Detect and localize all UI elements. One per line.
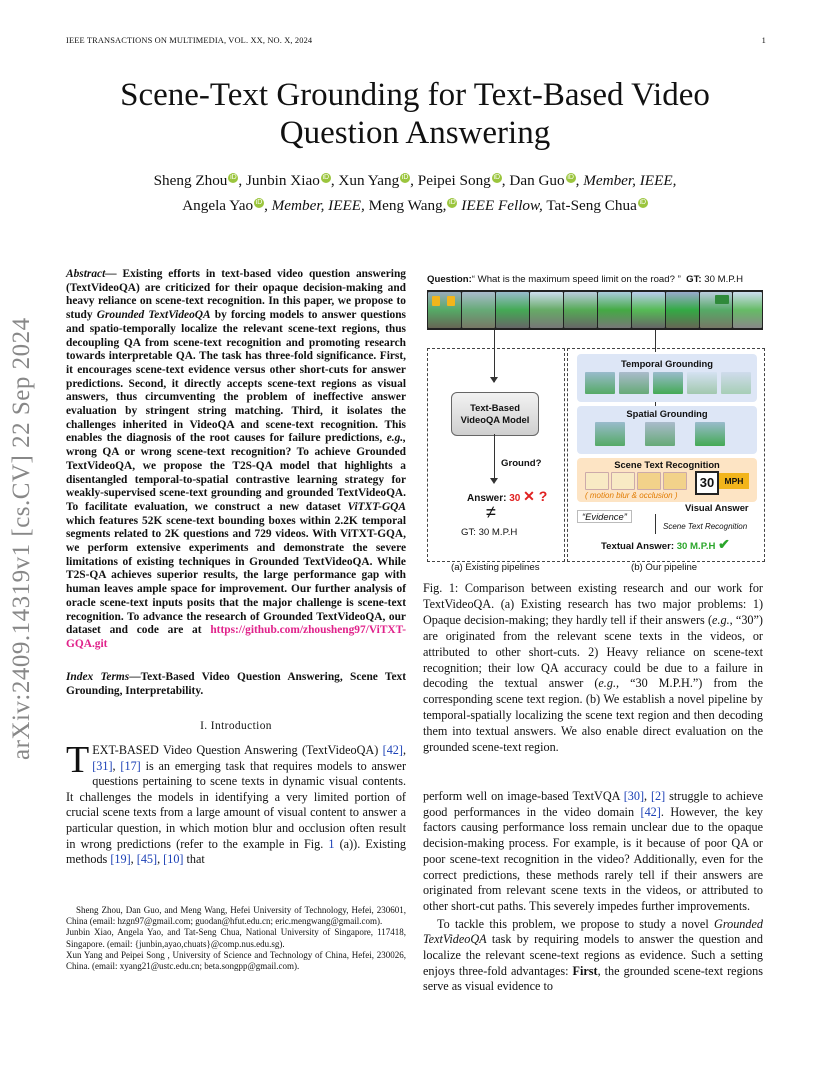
intro-text: (a)). Existing methods (66, 836, 406, 867)
citation-link[interactable]: [19] (110, 852, 131, 867)
str-small-label: Scene Text Recognition (663, 522, 748, 531)
citation-link[interactable]: [42] (382, 743, 403, 757)
author-role: IEEE Fellow, (461, 197, 543, 214)
video-frame (564, 292, 597, 328)
spatial-grounding-label: Spatial Grounding (626, 408, 708, 419)
road-sign-icon (715, 295, 729, 304)
figure-link[interactable]: 1 (328, 836, 335, 851)
video-frame (653, 372, 683, 394)
intro-text: , (402, 743, 406, 757)
caption-emphasis: e.g., (598, 676, 620, 691)
answer-label: Answer: (467, 493, 507, 504)
author-role: Member, IEEE, (583, 172, 677, 189)
figure-question (427, 274, 743, 285)
abstract (66, 268, 406, 652)
index-terms-label: Index Terms (66, 671, 130, 683)
footnote: Junbin Xiao, Angela Yao, and Tat-Seng Chua, National University of Singapore, 117418, Singapore. (email: {junbin,ayao,chuats}@comp.nus.edu.sg). (66, 927, 406, 949)
paragraph (423, 917, 763, 996)
textual-answer-value: 30 M.P.H (676, 541, 716, 552)
visual-answer-label: Visual Answer (685, 502, 749, 513)
citation-link[interactable]: [10] (163, 852, 184, 867)
author-name: Peipei Song (417, 172, 491, 189)
videoqa-model-box: Text-Based VideoQA Model (451, 392, 539, 436)
index-terms-text: —Text-Based Video Question Answering, Scene Text Grounding, Interpretability. (66, 671, 407, 697)
footnotes (66, 905, 406, 972)
speed-sign-30: 30 (695, 471, 719, 495)
abstract-text: which features 52K scene-text bounding boxes within 2.2K temporal segments related to 2K questions and 729 videos. With ViTXT-GQA, we perform extensive experiments and demonstrate the severe limitations of existing techniques in Grounded TextVideoQA. While T2S-QA achieves superior results, the large performance gap with human leaves ample space for improvement. Our further analysis of oracle scene-text inputs posits that the major challenge is scene-text recognition. To advance the research of Grounded TextVideoQA, our dataset and code are at (66, 514, 406, 637)
figure-caption (423, 581, 763, 756)
abstract-text: wrong QA or wrong scene-text recognition? To achieve Grounded TextVideoQA, we propose the T2S-QA model that highlights a disentangled temporal-to-spatial contrastive learning strategy for weakly-supervised scene-text grounding and grounded TextVideoQA. To facilitate evaluation, we construct a new dataset (66, 446, 406, 513)
evidence-label: “Evidence” (577, 510, 632, 523)
body-text: , (644, 789, 651, 803)
orcid-icon[interactable]: iD (493, 173, 501, 181)
page-number: 1 (761, 36, 766, 45)
section-heading: I. Introduction (200, 720, 272, 732)
textual-answer-row (601, 536, 730, 553)
question-text: “ What is the maximum speed limit on the road? ” (471, 274, 681, 285)
author-name: Dan Guo (509, 172, 565, 189)
answer-value: 30 (509, 493, 521, 504)
orcid-icon[interactable]: iD (567, 173, 574, 181)
caption-text: “30”) are originated from the relevant scene texts in the videos, or attributed to other short-cuts. 2) Heavy reliance on scene-text recognition; their low QA accuracy could be due to a failure in decoding the textual answer ( (423, 612, 763, 691)
blurred-sign-icon (611, 472, 635, 490)
abstract-emphasis: Grounded TextVideoQA (96, 309, 211, 322)
citation-link[interactable]: [42] (640, 804, 661, 819)
arrow-head-icon (490, 377, 498, 383)
arxiv-stamp: arXiv:2409.14319v1 [cs.CV] 22 Sep 2024 (8, 317, 35, 760)
citation-link[interactable]: [30] (623, 789, 645, 803)
not-equal-icon: ≠ (486, 502, 496, 522)
question-label: Question: (427, 274, 472, 285)
body-text: , the grounded scene-text regions serve as visual evidence to (423, 963, 763, 994)
abstract-text: by forcing models to answer questions and spatio-temporally localize the relevant scene-text regions, thus decoupling QA from scene-text recognition and promoting research towards interpretable QA. The task has three-fold significance. First, it encourages scene-text evidence versus other short-cuts for answer predictions. Second, it directly accepts scene-text regions as visual answers, thus circumventing the problem of ineffective answer evaluation by stringent string matching. Third, it isolates the challenges inherited in VideoQA and scene-text recognition. This enables the diagnosis of the root causes for failure predictions, (66, 309, 406, 445)
caption-emphasis: e.g., (712, 612, 733, 627)
check-icon: ✔ (718, 536, 730, 552)
author-name: Angela Yao (182, 197, 254, 214)
answer-row (467, 488, 547, 505)
video-frame (462, 292, 495, 328)
running-header (66, 36, 766, 45)
textual-answer-label: Textual Answer: (601, 541, 675, 552)
paragraph (423, 789, 763, 915)
arrow-line (494, 330, 495, 382)
abstract-emphasis: ViTXT-GQA (347, 500, 406, 513)
blurred-sign-icon (585, 472, 609, 490)
video-frame (666, 292, 699, 328)
speed-sign-icon (447, 296, 455, 306)
abstract-label: Abstract— (66, 268, 117, 280)
arrow-head-icon (490, 478, 498, 484)
intro-text: , (112, 758, 121, 773)
footnote: Sheng Zhou, Dan Guo, and Meng Wang, Hefei University of Technology, Hefei, 230601, China (email: hzgn97@gmail.com; guodan@hfut.edu.cn; eric.mengwang@gmail.com). (66, 905, 406, 927)
video-frame (695, 422, 725, 446)
intro-text: , (157, 852, 164, 867)
drop-cap: T (66, 739, 90, 781)
gt-answer: GT: 30 M.P.H (461, 527, 518, 538)
introduction-text (66, 739, 407, 868)
author-name: Xun Yang (338, 172, 400, 189)
author-name: Sheng Zhou (153, 172, 228, 189)
caption-text: Fig. 1: Comparison between existing research and our work for TextVideoQA. (a) Existing research has two major problems: 1) Opaque decision-making; they hardly tell if their answers ( (423, 581, 763, 627)
github-link[interactable]: https://github.com/zhousheng97/ViTXT-GQA.git (66, 624, 406, 650)
body-emphasis: Grounded TextVideoQA (423, 916, 763, 947)
arrow-line (655, 514, 656, 534)
body-bold: First (572, 963, 598, 978)
gt-label: GT: (686, 274, 702, 285)
orcid-icon[interactable]: iD (255, 198, 263, 206)
intro-text: that (183, 852, 205, 867)
footnote: Xun Yang and Peipei Song , University of Science and Technology of China, Hefei, 230026, China. (email: xyang21@ustc.edu.cn; beta.songpp@gmail.com). (66, 949, 406, 972)
orcid-icon[interactable]: iD (230, 173, 237, 181)
abstract-text: Existing efforts in text-based video question answering (TextVideoQA) are criticized for their opaque decision-making and heavy reliance on scene-text recognition. In this paper, we propose to study (66, 268, 406, 322)
caption-text: “30 M.P.H.”) from the corresponding scene text region. (b) We establish a novel pipeline by temporal-spatially localizing the scene text region and then decoding them into textual answers. We also enable direct evaluation on the grounded scene-text region. (423, 676, 763, 755)
right-column-body (423, 789, 763, 995)
orcid-icon[interactable]: iD (401, 173, 409, 181)
gt-value: 30 M.P.H (704, 274, 744, 285)
body-text: . However, the key factors causing performance loss remain unclear due to the opaque decision-making process. For example, is it because of poor QA or poor scene-text recognition in the video? Additionally, even for the correct predictions, these methods rarely tell if their answers are originated from relevant scene texts in the videos, or attributed to other short-cut paths. This severely impedes further improvements. (423, 804, 763, 913)
arrow-line (655, 330, 656, 352)
temporal-grounding-label: Temporal Grounding (620, 358, 713, 369)
index-terms (66, 671, 406, 698)
author-list: Sheng Zhou iD , Junbin Xiao iD , Xun Yang iD , Peipei Song iD , Dan Guo iD , Member, IEEE, Angela Yao iD , Member, IEEE, Meng Wang, iD IEEE Fellow, Tat-Seng Chua iD (153, 172, 677, 214)
citation-link[interactable]: [45] (136, 852, 158, 867)
blurred-sign-icon (637, 472, 661, 490)
arrow-line (494, 434, 495, 482)
author-name: Meng Wang, (368, 197, 447, 214)
video-frame (632, 292, 665, 328)
abstract-emphasis: e.g., (386, 432, 406, 445)
intro-text: EXT-BASED Video Question Answering (TextVideoQA) (92, 743, 383, 757)
video-frame-strip (427, 290, 763, 330)
video-frame (598, 292, 631, 328)
author-role: Member, IEEE, (271, 197, 365, 214)
blurred-sign-icon (663, 472, 687, 490)
body-text: perform well on image-based TextVQA (423, 789, 624, 803)
body-text: struggle to achieve good performances in the video domain (423, 789, 763, 819)
video-frame (619, 372, 649, 394)
mph-sign: MPH (719, 473, 749, 489)
video-frame (585, 372, 615, 394)
ours-caption: (b) Our pipeline (631, 562, 698, 573)
video-frame (595, 422, 625, 446)
author-name: Tat-Seng Chua (546, 197, 637, 214)
video-frame (733, 292, 762, 328)
orcid-icon[interactable]: iD (449, 198, 456, 206)
body-text: task by requiring models to answer the question and localize the relevant scene-text regions as evidence. Such a setting enjoys three-fold advantages: (423, 932, 763, 978)
paper-title: Scene-Text Grounding for Text-Based Video Question Answering (120, 77, 710, 151)
wrong-mark-icon: ✕ ? (523, 488, 548, 504)
video-frame (530, 292, 563, 328)
video-frame (496, 292, 529, 328)
citation-link[interactable]: [31] (92, 758, 113, 773)
intro-text: is an emerging task that requires models to answer questions pertaining to scene texts in dynamic visual contents. It challenges the models in identifying a very limited portion of crucial scene texts from a large amount of visual content to answer a particular question, in which motion blur and occlusion often result in wrong predictions (refer to the example in Fig. (66, 758, 407, 851)
existing-caption: (a) Existing pipelines (451, 562, 540, 573)
journal-name: IEEE TRANSACTIONS ON MULTIMEDIA, VOL. XX, NO. X, 2024 (66, 36, 313, 45)
citation-link[interactable]: [17] (120, 758, 141, 773)
orcid-icon[interactable]: iD (639, 198, 647, 206)
blur-note: ( motion blur & occlusion ) (585, 491, 678, 500)
video-frame (687, 372, 717, 394)
citation-link[interactable]: [2] (651, 789, 666, 803)
speed-sign-icon (432, 296, 440, 306)
scene-text-recognition-label: Scene Text Recognition (614, 459, 720, 470)
figure-1 (423, 272, 767, 578)
orcid-icon[interactable]: iD (322, 173, 330, 181)
author-name: Junbin Xiao (245, 172, 320, 189)
video-frame (721, 372, 751, 394)
body-text: To tackle this problem, we propose to study a novel (437, 916, 715, 931)
intro-text: , (130, 852, 137, 867)
ground-question: Ground? (501, 458, 542, 469)
video-frame (645, 422, 675, 446)
